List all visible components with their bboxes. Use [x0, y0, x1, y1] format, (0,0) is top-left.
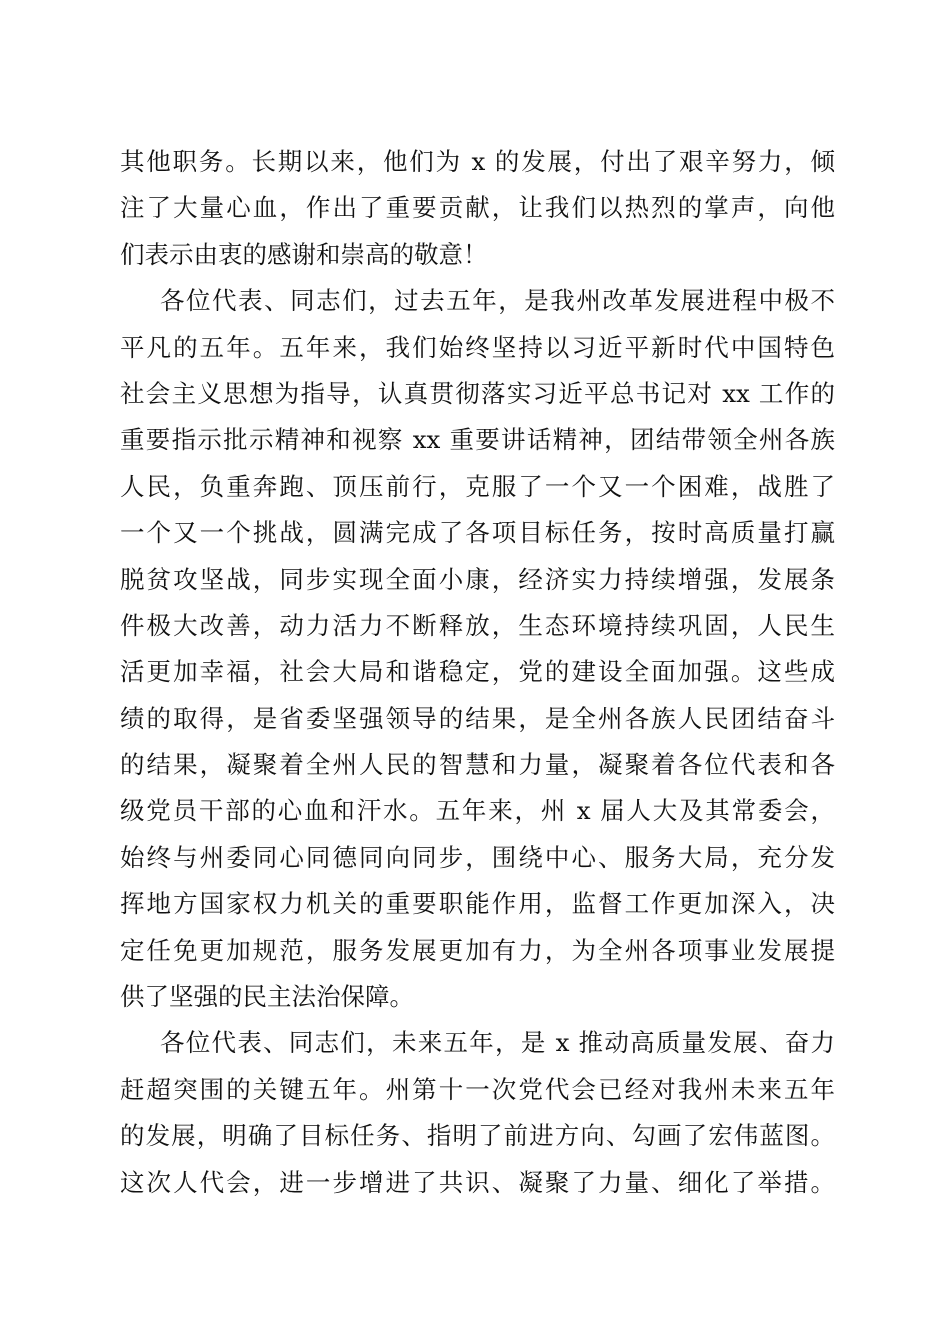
text-line: 一个又一个挑战，圆满完成了各项目标任务，按时高质量打赢: [120, 518, 835, 548]
text-line: 各位代表、同志们，过去五年，是我州改革发展进程中极不: [160, 286, 835, 316]
text-line: 脱贫攻坚战，同步实现全面小康，经济实力持续增强，发展条: [120, 564, 835, 594]
text-line: 人民，负重奔跑、顶压前行，克服了一个又一个困难，战胜了: [120, 471, 835, 501]
paragraph: [120, 139, 835, 278]
paragraph: [120, 278, 835, 1020]
text-line: 挥地方国家权力机关的重要职能作用，监督工作更加深入，决: [120, 889, 835, 919]
text-line: 的结果，凝聚着全州人民的智慧和力量，凝聚着各位代表和各: [120, 750, 835, 780]
text-line: 平凡的五年。五年来，我们始终坚持以习近平新时代中国特色: [120, 332, 835, 362]
text-line: 们表示由衷的感谢和崇高的敬意！: [120, 239, 488, 269]
text-line: 活更加幸福，社会大局和谐稳定，党的建设全面加强。这些成: [120, 657, 835, 687]
text-line: 社会主义思想为指导，认真贯彻落实习近平总书记对 xx 工作的: [120, 378, 835, 408]
text-line: 赶超突围的关键五年。州第十一次党代会已经对我州未来五年: [120, 1074, 835, 1104]
text-line: 的发展，明确了目标任务、指明了前进方向、勾画了宏伟蓝图。: [120, 1121, 835, 1151]
text-line: 其他职务。长期以来，他们为 x 的发展，付出了艰辛努力，倾: [120, 147, 835, 176]
text-line: 定任免更加规范，服务发展更加有力，为全州各项事业发展提: [120, 935, 835, 965]
text-line: 供了坚强的民主法治保障。: [120, 982, 414, 1012]
text-line: 绩的取得，是省委坚强领导的结果，是全州各族人民团结奋斗: [120, 703, 835, 733]
text-line: 始终与州委同心同德同向同步，围绕中心、服务大局，充分发: [120, 842, 835, 872]
text-line: 级党员干部的心血和汗水。五年来，州 x 届人大及其常委会，: [120, 796, 835, 826]
text-line: 重要指示批示精神和视察 xx 重要讲话精神，团结带领全州各族: [120, 425, 835, 455]
text-line: 注了大量心血，作出了重要贡献，让我们以热烈的掌声，向他: [120, 193, 835, 223]
document-body: [120, 139, 835, 1206]
text-line: 这次人代会，进一步增进了共识、凝聚了力量、细化了举措。: [120, 1167, 835, 1197]
text-line: 各位代表、同志们，未来五年，是 x 推动高质量发展、奋力: [160, 1028, 835, 1058]
paragraph: [120, 1020, 835, 1206]
text-line: 件极大改善，动力活力不断释放，生态环境持续巩固，人民生: [120, 610, 835, 640]
